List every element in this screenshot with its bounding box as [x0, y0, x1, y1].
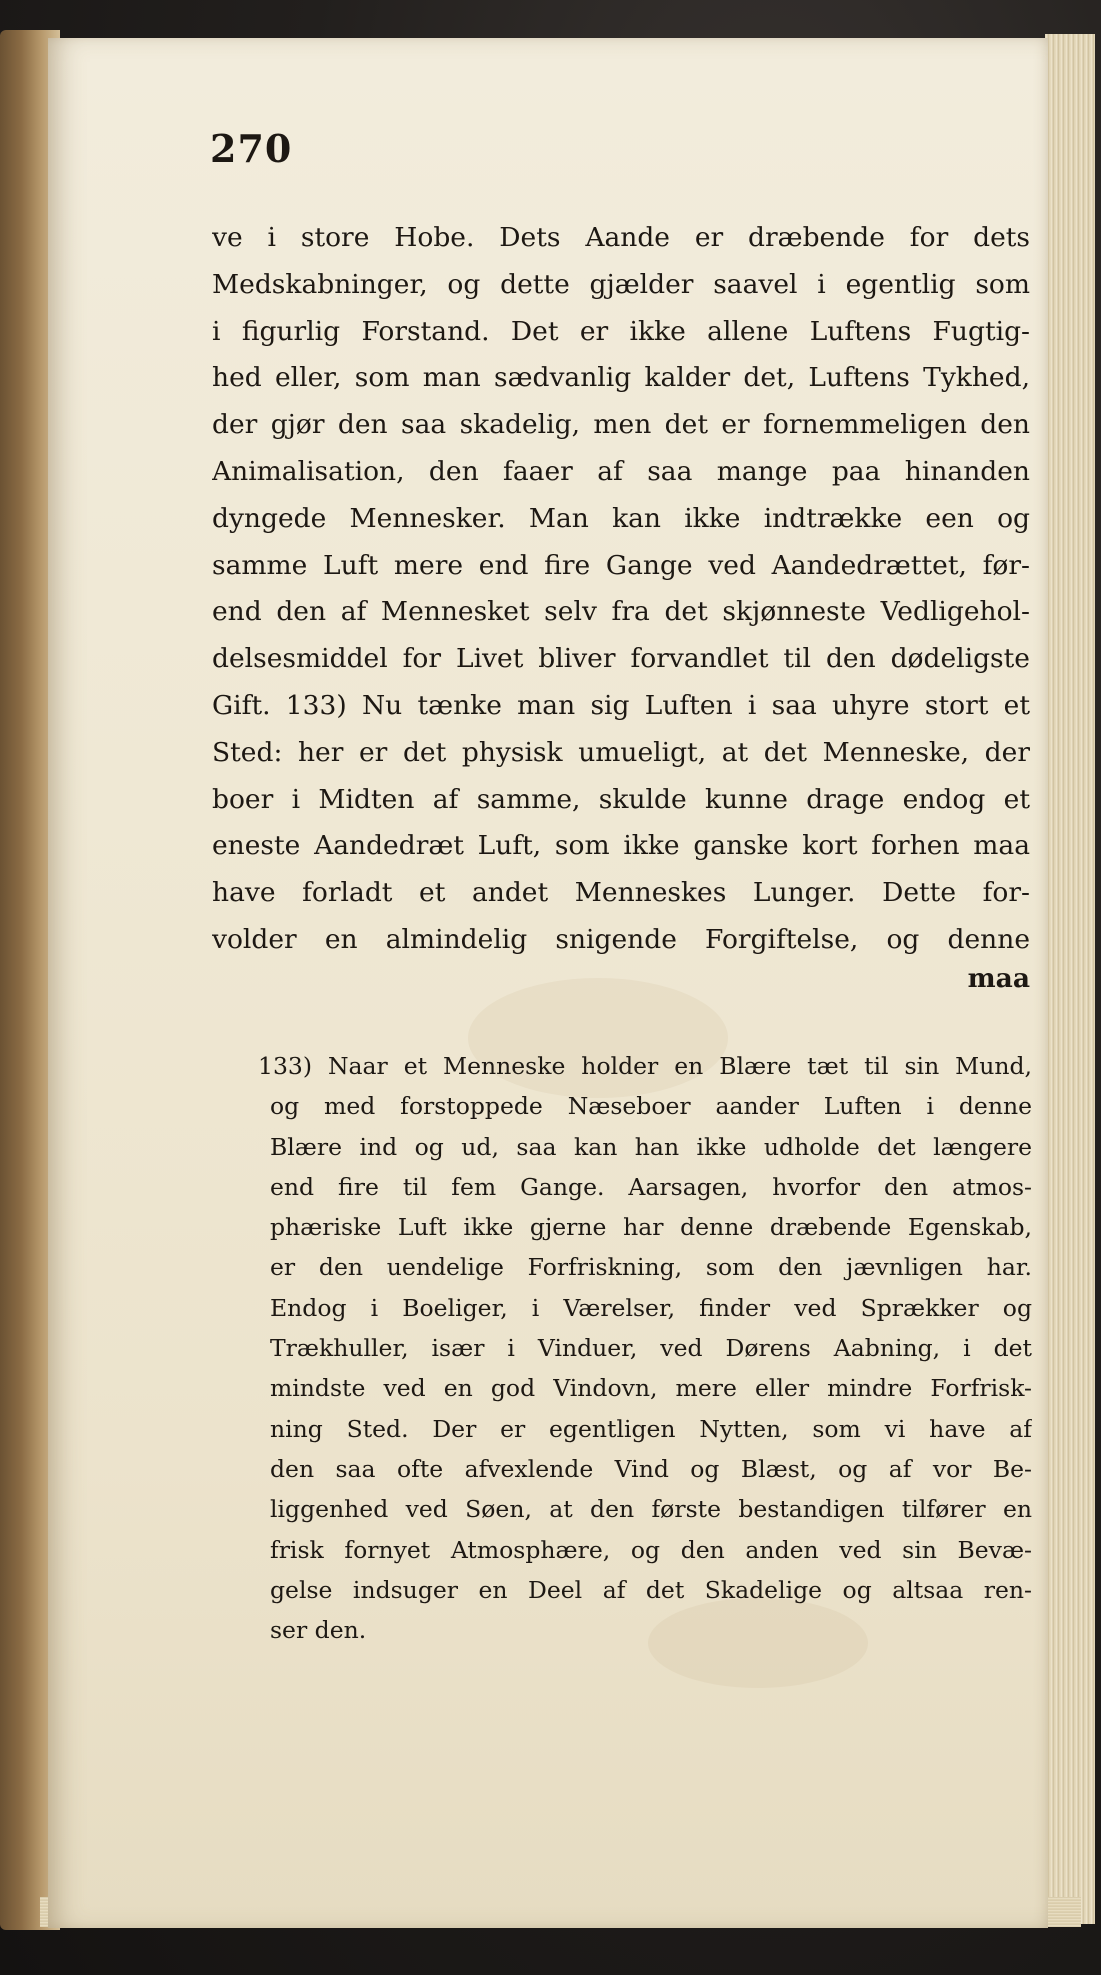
footnote-line: og med forstoppede Næseboer aander Luften i denne: [270, 1092, 1032, 1121]
text-line: i figurlig Forstand. Det er ikke allene Luftens Fugtig-: [212, 315, 1030, 347]
footnote-133: [258, 1046, 1032, 1650]
footnote-line: den saa ofte afvexlende Vind og Blæst, og af vor Be-: [270, 1454, 1032, 1483]
footnote-line: phæriske Luft ikke gjerne har denne dræbende Egenskab,: [270, 1213, 1032, 1242]
footnote-line: Blære ind og ud, saa kan han ikke udholde det længere: [270, 1132, 1032, 1161]
footnote-line: Trækhuller, især i Vinduer, ved Dørens Aabning, i det: [270, 1334, 1032, 1363]
text-line: Medskabninger, og dette gjælder saavel i egentlig som: [212, 268, 1030, 300]
footnote-line: gelse indsuger en Deel af det Skadelige og altsaa ren-: [270, 1575, 1032, 1604]
text-line: eneste Aandedræt Luft, som ikke ganske kort forhen maa: [212, 830, 1030, 862]
footnote-line: ser den.: [270, 1616, 367, 1645]
text-line: der gjør den saa skadelig, men det er fornemmeligen den: [212, 409, 1030, 441]
footnote-line: frisk fornyet Atmosphære, og den anden ved sin Bevæ-: [270, 1535, 1032, 1564]
text-line: ve i store Hobe. Dets Aande er dræbende for dets: [212, 222, 1030, 253]
footnote-line: mindste ved en god Vindovn, mere eller mindre Forfrisk-: [270, 1374, 1032, 1403]
footnote-line: Endog i Boeliger, i Værelser, finder ved Sprækker og: [270, 1293, 1032, 1322]
footnote-line: liggenhed ved Søen, at den første bestandigen tilfører en: [270, 1495, 1032, 1524]
footnote-line: end fire til fem Gange. Aarsagen, hvorfor den atmos-: [270, 1172, 1032, 1201]
text-line: hed eller, som man sædvanlig kalder det, Luftens Tykhed,: [212, 362, 1030, 394]
catchword: maa: [967, 963, 1030, 994]
text-line: boer i Midten af samme, skulde kunne drage endog et: [212, 783, 1030, 815]
footnote-line: er den uendelige Forfriskning, som den jævnligen har.: [270, 1253, 1032, 1282]
text-line: volder en almindelig snigende Forgiftelse, og denne: [212, 923, 1030, 955]
page-number: 270: [210, 126, 293, 171]
text-line: delsesmiddel for Livet bliver forvandlet til den dødeligste: [212, 643, 1030, 675]
text-line: Animalisation, den faaer af saa mange paa hinanden: [212, 455, 1030, 487]
text-line: end den af Mennesket selv fra det skjønneste Vedligehol-: [212, 596, 1030, 628]
footnote-line: ning Sted. Der er egentligen Nytten, som vi have af: [270, 1414, 1032, 1443]
text-line: dyngede Mennesker. Man kan ikke indtrække een og: [212, 502, 1030, 534]
footnote-line: 133) Naar et Menneske holder en Blære tæt til sin Mund,: [258, 1052, 1032, 1080]
text-line: have forladt et andet Menneskes Lunger. Dette for-: [212, 877, 1030, 909]
text-line: Sted: her er det physisk umueligt, at det Menneske, der: [212, 736, 1030, 768]
text-line: Gift. 133) Nu tænke man sig Luften i saa uhyre stort et: [212, 689, 1030, 721]
text-line: samme Luft mere end fire Gange ved Aandedrættet, før-: [212, 549, 1030, 581]
main-text-body: [212, 215, 1030, 964]
page-stack-edge: [1045, 34, 1095, 1924]
